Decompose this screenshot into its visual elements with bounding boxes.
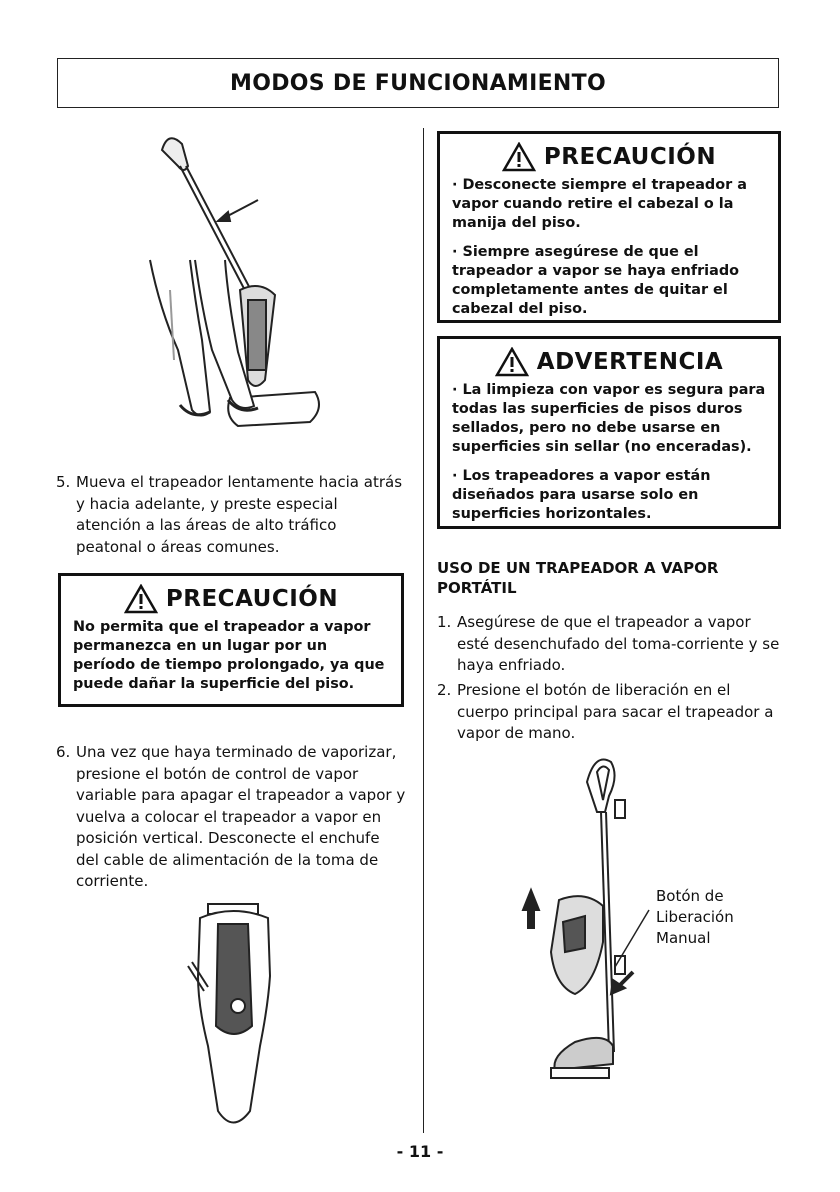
caution-item-1: · Desconecte siempre el trapeador a vapor cuando retire el cabezal o la manija del piso.: [452, 177, 747, 231]
figure-person-mopping: [140, 130, 340, 450]
page-title: MODOS DE FUNCIONAMIENTO: [230, 70, 606, 96]
column-divider: [423, 128, 424, 1133]
step-5-text: Mueva el trapeador lentamente hacia atrás y hacia adelante, y preste especial atención a las áreas de alto tráfico peatonal o áreas comunes.: [76, 473, 403, 556]
warning-item-1: · La limpieza con vapor es segura para todas las superficies de pisos duros sellados, pero no debe usarse en superficies sin sellar (no enceradas).: [452, 382, 766, 455]
page-number: - 11 -: [396, 1142, 444, 1161]
step-2-text: Presione el botón de liberación en el cuerpo principal para sacar el trapeador a vapor de mano.: [457, 681, 774, 742]
step-6-text: Una vez que haya terminado de vaporizar, presione el botón de control de vapor variable para apagar el trapeador a vapor y vuelva a colocar el trapeador a vapor en posición vertical. Desconecte el enchufe del cable de alimentación de la toma de corriente.: [76, 743, 406, 890]
caution-box-right: [437, 131, 781, 323]
warning-triangle-icon: [495, 347, 529, 377]
warning-box-right: [437, 336, 781, 529]
step-6: [56, 742, 406, 893]
warning-title: ADVERTENCIA: [536, 348, 724, 375]
caution-item-2: · Siempre asegúrese de que el trapeador a vapor se haya enfriado completamente antes de quitar el cabezal del piso.: [452, 244, 740, 317]
callout-line-2: Liberación: [656, 908, 734, 926]
step-6-number: 6.: [56, 743, 71, 761]
step-5-number: 5.: [56, 473, 71, 491]
caution-title-left: PRECAUCIÓN: [165, 585, 339, 612]
step-5: [56, 472, 406, 558]
step-1-number: 1.: [437, 613, 452, 631]
release-button-callout: [656, 886, 734, 949]
caution-title-right: PRECAUCIÓN: [543, 143, 717, 170]
warning-triangle-icon: [502, 142, 536, 172]
step-2-number: 2.: [437, 681, 452, 699]
figure-mop-body-front: [178, 896, 288, 1136]
step-1-text: Asegúrese de que el trapeador a vapor esté desenchufado del toma-corriente y se haya enfriado.: [457, 613, 780, 674]
step-2: [437, 680, 782, 745]
warning-item-2: · Los trapeadores a vapor están diseñados para usarse solo en superficies horizontales.: [452, 468, 711, 522]
section-title: USO DE UN TRAPEADOR A VAPOR PORTÁTIL: [437, 559, 719, 597]
caution-text-left: No permita que el trapeador a vapor permanezca en un lugar por un período de tiempo prolongado, ya que puede dañar la superficie del piso.: [73, 619, 385, 692]
warning-triangle-icon: [124, 584, 158, 614]
caution-box-left: [58, 573, 404, 707]
callout-line-1: Botón de: [656, 887, 724, 905]
figure-handheld-release: [515, 752, 655, 1087]
page-header: [57, 58, 779, 108]
step-1: [437, 612, 782, 677]
callout-line-3: Manual: [656, 929, 711, 947]
